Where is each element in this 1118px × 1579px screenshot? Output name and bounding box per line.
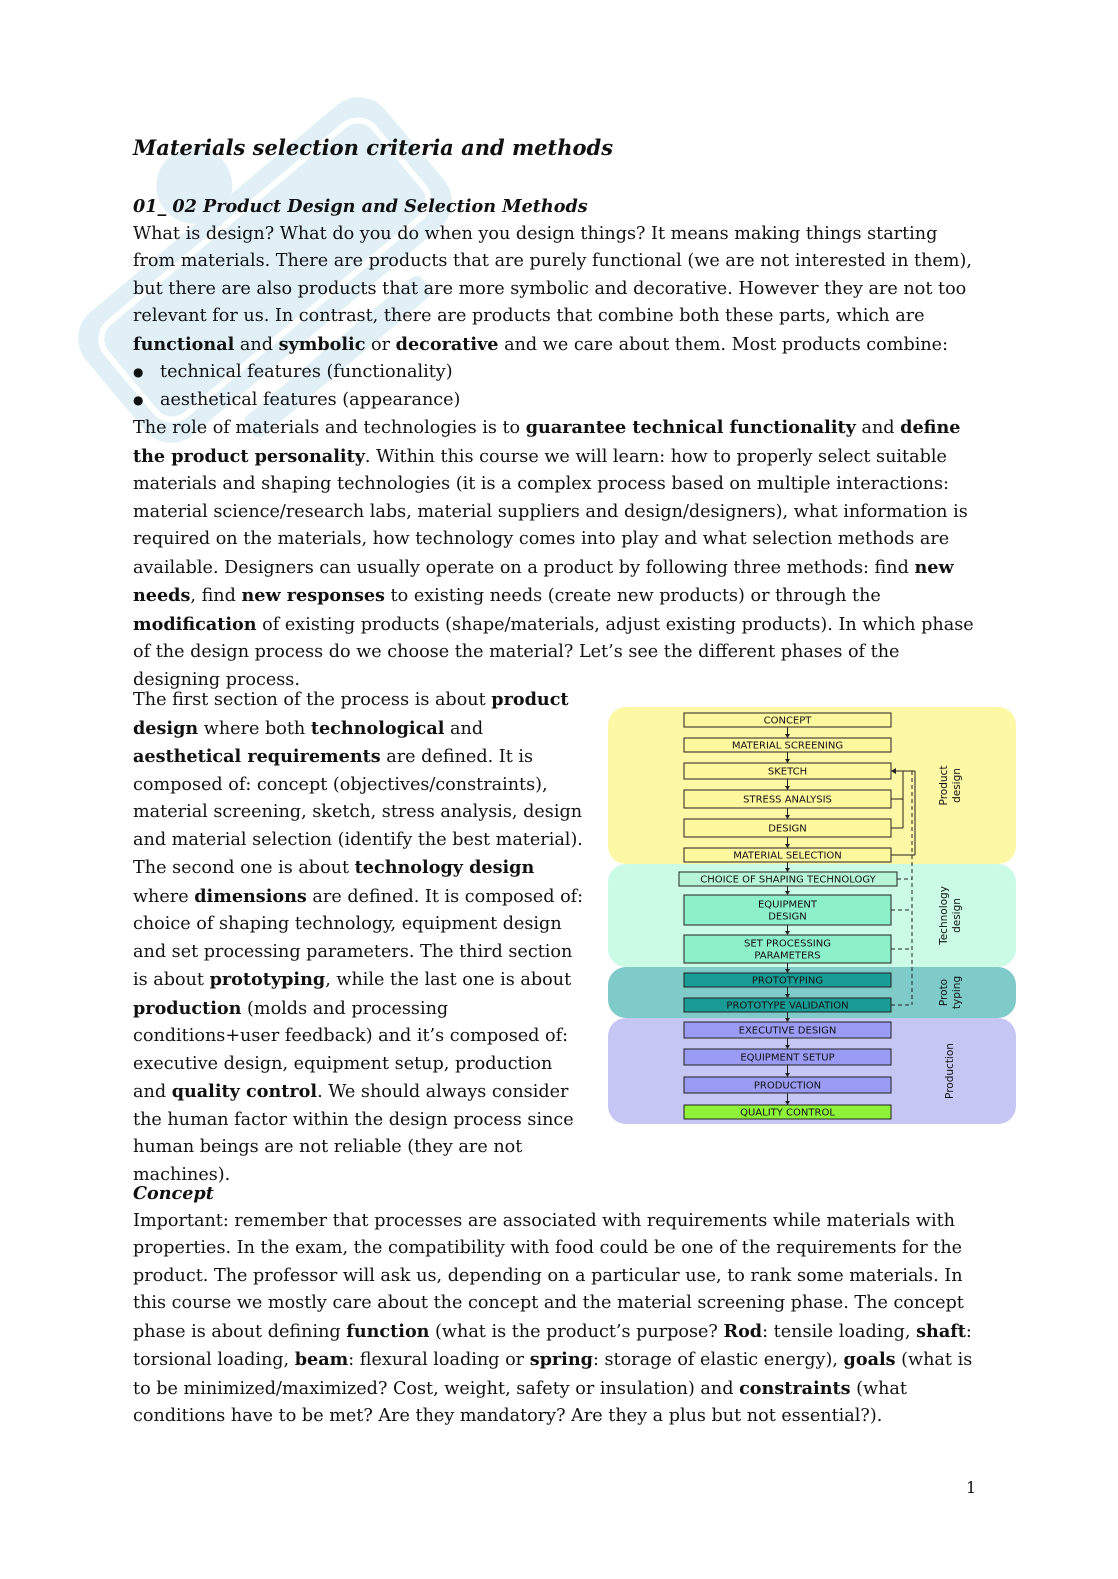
bold-term: define the product personality: [133, 417, 961, 467]
bold-term: decorative: [395, 333, 499, 355]
section-heading: Concept: [133, 1183, 214, 1204]
list-item: ● technical features (functionality): [133, 359, 983, 387]
diagram-group-label: Prototyping: [938, 975, 963, 1010]
role-paragraph: The role of materials and technologies is to guarantee technical functionality and define the product personality. Within this course we will learn: how to properly select suitable materials and shaping technologies (it is a complex process based on multiple interactions: material science/research labs, material suppliers and design/designers), what information is required on the materials, how technology comes into play and what selection methods are available. Designers can usually operate on a product by following three methods: find new needs, find new responses to existing needs (create new products) or through the modification of existing products (shape/materials, adjust existing products). In which phase of the design process do we choose the material? Let’s see the different phases of the designing process.: [133, 417, 974, 690]
bold-term: spring: [529, 1349, 593, 1370]
bold-term: aesthetical requirements: [133, 746, 381, 767]
diagram-step-label: SKETCH: [767, 766, 808, 778]
section-heading: 01_ 02 Product Design and Selection Methods: [133, 196, 588, 217]
diagram-step-label: DESIGN: [768, 823, 807, 835]
bold-term: function: [346, 1320, 430, 1342]
diagram-group-label: Production: [944, 1043, 956, 1099]
bold-term: shaft: [916, 1320, 966, 1342]
diagram-group-label: Productdesign: [938, 765, 963, 806]
diagram-step-label: MATERIAL SELECTION: [733, 850, 842, 862]
document-title: Materials selection criteria and methods: [133, 135, 614, 160]
bold-term: Rod: [723, 1320, 763, 1342]
bold-term: guarantee technical functionality: [525, 417, 856, 438]
diagram-step-label: EQUIPMENT SETUP: [740, 1052, 835, 1064]
diagram-step-label: PRODUCTION: [753, 1080, 822, 1092]
bold-term: technology design: [354, 857, 535, 878]
bold-term: production: [133, 997, 242, 1019]
bold-term: goals: [843, 1349, 896, 1370]
bold-term: modification: [133, 613, 257, 635]
bold-term: dimensions: [194, 885, 307, 907]
process-paragraph: The first section of the process is about product design where both technological and aesthetical requirements are defined. It is composed of: concept (objectives/constraints), material screening, sketch, stress analysis, design and material selection (identify the best material). The second one is about technology design where dimensions are defined. It is composed of: choice of shaping technology, equipment design and set processing parameters. The third section is about prototyping, while the last one is about production (molds and processing conditions+user feedback) and it’s composed of: executive design, equipment setup, production and quality control. We should always consider the human factor within the design process since human beings are not reliable (they are not machines).: [133, 689, 584, 1185]
bold-term: constraints: [739, 1377, 851, 1399]
concept-paragraph: Important: remember that processes are associated with requirements while materials with properties. In the exam, the compatibility with food could be one of the requirements for the product. The professor will ask us, depending on a particular use, to rank some materials. In this course we mostly care about the concept and the material screening phase. The concept phase is about defining function (what is the product’s purpose? Rod: tensile loading, shaft: torsional loading, beam: flexural loading or spring: storage of elastic energy), goals (what is to be minimized/maximized? Cost, weight, safety or insulation) and constraints (what conditions have to be met? Are they mandatory? Are they a plus but not essential?).: [133, 1210, 973, 1426]
bold-term: new needs: [133, 556, 954, 606]
bold-term: quality control: [171, 1081, 318, 1102]
diagram-step-label: STRESS ANALYSIS: [743, 794, 832, 806]
diagram-step-label: EQUIPMENT DESIGN: [757, 899, 818, 923]
process-description: [133, 686, 585, 1189]
diagram-step-label: MATERIAL SCREENING: [731, 740, 844, 752]
bold-term: technological: [310, 717, 445, 739]
diagram-step-label: SET PROCESSING PARAMETERS: [744, 938, 831, 962]
page-number: 1: [966, 1478, 977, 1497]
bold-term: new responses: [241, 585, 385, 606]
feature-list: [133, 359, 983, 414]
diagram-step-label: PROTOTYPE VALIDATION: [726, 1000, 849, 1012]
diagram-step-label: QUALITY CONTROL: [740, 1107, 835, 1119]
list-item: ● aesthetical features (appearance): [133, 387, 983, 415]
bold-term: functional: [133, 333, 235, 355]
diagram-step-label: EXECUTIVE DESIGN: [738, 1025, 837, 1037]
bold-term: beam: [294, 1349, 349, 1370]
diagram-group-label: Technologydesign: [938, 886, 963, 945]
diagram-step-label: PROTOTYPING: [751, 975, 824, 987]
bold-term: product design: [133, 689, 569, 739]
section-product-design: [133, 193, 983, 694]
section-concept: [133, 1180, 983, 1431]
intro-paragraph: What is design? What do you do when you design things? It means making things starting from materials. There are products that are purely functional (we are not interested in them), but there are also products that are more symbolic and decorative. However they are not too relevant for us. In contrast, there are products that combine both these parts, which are functional and symbolic or decorative and we care about them. Most products combine:: [133, 223, 972, 355]
design-process-diagram: [606, 705, 1018, 1127]
bold-term: prototyping: [209, 969, 326, 990]
diagram-step-label: CHOICE OF SHAPING TECHNOLOGY: [700, 874, 876, 886]
diagram-step-label: CONCEPT: [763, 715, 812, 727]
bold-term: symbolic: [278, 333, 366, 355]
